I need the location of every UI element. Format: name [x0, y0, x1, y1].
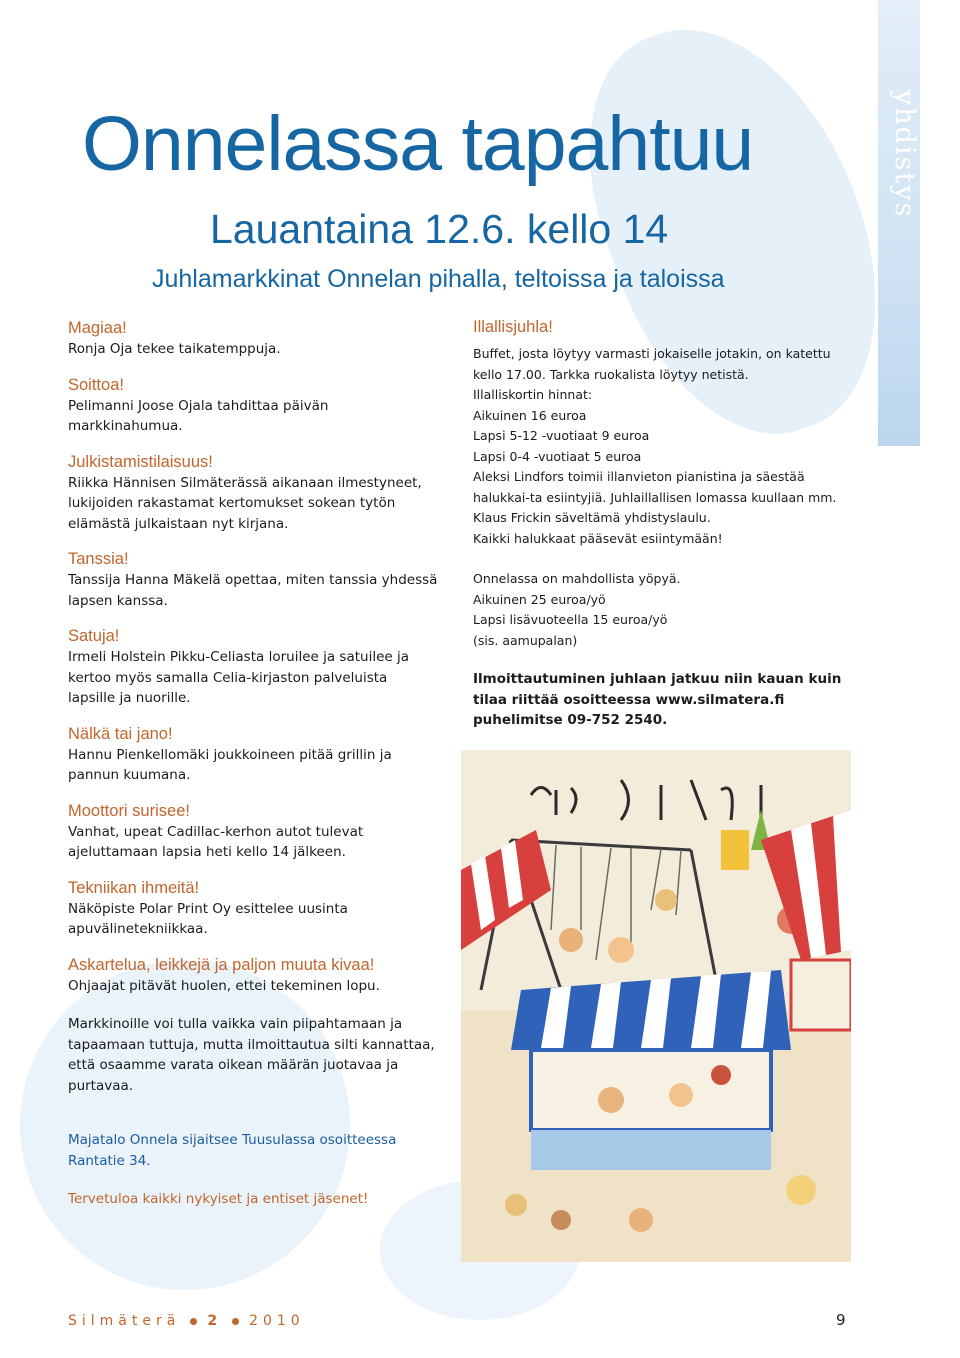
dinner-line: Lapsi 5-12 -vuotiaat 9 euroa: [473, 428, 650, 443]
program-text: Vanhat, upeat Cadillac-kerhon autot tulevat ajeluttamaan lapsia heti kello 14 jälkeen.: [68, 823, 364, 860]
welcome-note: Tervetuloa kaikki nykyiset ja entiset jäsenet!: [68, 1191, 369, 1207]
program-item: [68, 374, 458, 437]
program-text: Irmeli Holstein Pikku-Celiasta loruilee ja satuilee ja kertoo myös samalla Celia-kirjaston palveluista lapsille ja nuorille.: [68, 649, 409, 706]
section-tab-label: yhdistys: [889, 90, 920, 219]
program-item: [68, 625, 458, 709]
page-footer: [68, 1313, 305, 1329]
program-text: Näköpiste Polar Print Oy esittelee uusinta apuvälinetekniikkaa.: [68, 900, 348, 937]
program-heading: Moottori surisee!: [68, 801, 190, 820]
program-text: Hannu Pienkellomäki joukkoineen pitää grillin ja pannun kuumana.: [68, 746, 392, 783]
signup-paragraph: Markkinoille voi tulla vaikka vain piipahtamaan ja tapaamaan tuttuja, mutta ilmoittautua silti kannattaa, että osaamme varata oikean määrän juotavaa ja purtavaa.: [68, 1016, 435, 1094]
dinner-line: Kaikki halukkaat pääsevät esiintymään!: [473, 530, 723, 546]
stay-line: (sis. aamupalan): [473, 632, 578, 648]
program-heading: Satuja!: [68, 627, 120, 645]
program-item: [68, 317, 458, 360]
stay-line: Lapsi lisävuoteella 15 euroa/yö: [473, 612, 668, 627]
program-item: [68, 548, 458, 611]
program-heading: Julkistamistilaisuus!: [68, 452, 213, 471]
program-text: Riikka Hännisen Silmäterässä aikanaan ilmestyneet, lukijoiden rakastamat kertomukset sokean tytön elämästä julkaistaan nyt kirjana.: [68, 474, 422, 532]
magazine-name: Silmäterä: [68, 1313, 181, 1329]
program-heading: Soittoa!: [68, 375, 124, 394]
registration-note: Ilmoittautuminen juhlaan jatkuu niin kauan kuin tilaa riittää osoitteessa www.silmatera.fi puhelimitse 09-752 2540.: [473, 671, 842, 728]
bullet-icon: [232, 1318, 239, 1325]
dinner-line: Aleksi Lindfors toimii illanvieton pianistina ja säestää halukkai-ta esiintyjiä. Juhlaillallisen lomassa kuullaan mm. Klaus Frickin säveltämä yhdistyslaulu.: [473, 469, 837, 525]
bullet-icon: [190, 1318, 197, 1325]
dinner-heading: Illallisjuhla!: [473, 318, 553, 336]
program-item: [68, 451, 458, 535]
dinner-line: Illalliskortin hinnat:: [473, 387, 593, 402]
program-item: [68, 800, 458, 863]
page-number: 9: [836, 1311, 846, 1329]
program-text: Pelimanni Joose Ojala tahdittaa päivän markkinahumua.: [68, 397, 329, 434]
dinner-line: Buffet, josta löytyy varmasti jokaiselle jotakin, on katettu kello 17.00. Tarkka ruokalista löytyy netistä.: [473, 346, 831, 382]
stay-section: [473, 569, 853, 651]
market-painting-illustration: [461, 750, 851, 1262]
program-item: [68, 877, 458, 940]
issue-year: 2010: [249, 1313, 305, 1329]
dinner-line: Lapsi 0-4 -vuotiaat 5 euroa: [473, 448, 642, 464]
program-heading: Tekniikan ihmeitä!: [68, 878, 200, 897]
page-title: Onnelassa tapahtuu: [82, 101, 754, 187]
program-list: [68, 317, 458, 1210]
program-item: [68, 723, 458, 786]
stay-line: Onnelassa on mahdollista yöpyä.: [473, 571, 681, 586]
program-heading: Tanssia!: [68, 550, 129, 568]
program-text: Ronja Oja tekee taikatemppuja.: [68, 341, 281, 357]
program-heading: Magiaa!: [68, 319, 127, 337]
dinner-line: Aikuinen 16 euroa: [473, 407, 587, 423]
market-painting: [461, 750, 851, 1262]
dinner-section: [473, 316, 853, 731]
program-text: Ohjaajat pitävät huolen, ettei tekeminen lopu.: [68, 977, 380, 994]
event-date: Lauantaina 12.6. kello 14: [210, 206, 669, 252]
program-item: [68, 954, 458, 997]
issue-number: 2: [207, 1313, 223, 1329]
program-heading: Askartelua, leikkejä ja paljon muuta kivaa!: [68, 955, 375, 974]
event-tagline: Juhlamarkkinat Onnelan pihalla, teltoissa ja taloissa: [152, 265, 725, 293]
program-text: Tanssija Hanna Mäkelä opettaa, miten tanssia yhdessä lapsen kanssa.: [68, 572, 438, 609]
address-note: Majatalo Onnela sijaitsee Tuusulassa osoitteessa Rantatie 34.: [68, 1132, 397, 1169]
stay-line: Aikuinen 25 euroa/yö: [473, 591, 606, 607]
program-heading: Nälkä tai jano!: [68, 724, 173, 743]
